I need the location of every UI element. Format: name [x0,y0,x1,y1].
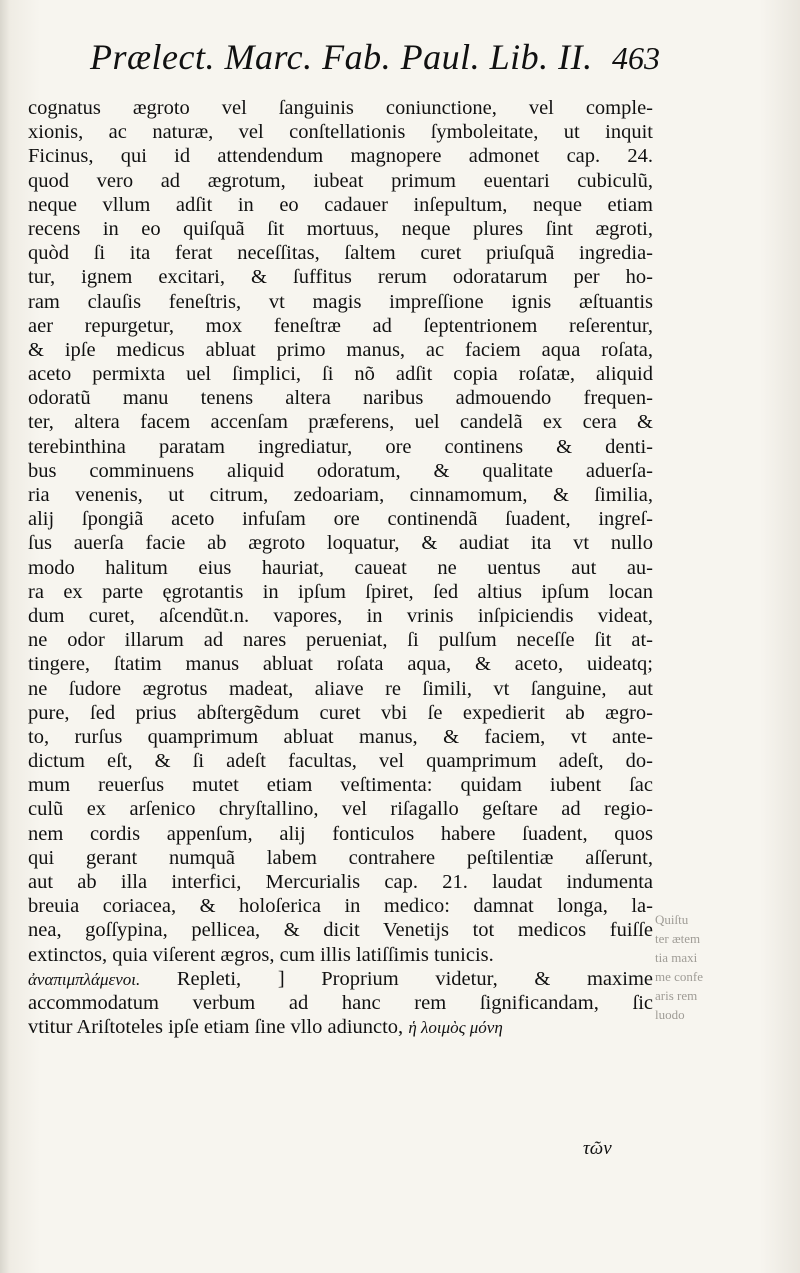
text-line: aceto permixta uel ſimplici, ſi nõ adſit copia roſatæ, aliquid [28,363,653,386]
text-line: ra ex parte ęgrotantis in ipſum ſpiret, ſed altius ipſum locan [28,580,653,603]
text-line: pure, ſed prius abſtergẽdum curet vbi ſe expedierit ab ægro- [28,701,653,724]
text-line: breuia coriacea, & holoſerica in medico: damnat longa, la- [28,895,653,918]
text-line: tur, ignem excitari, & ſuffitus rerum odoratarum per ho- [28,266,653,289]
page-number: 463 [612,40,660,76]
text-line: xionis, ac naturæ, vel conſtellationis ſymboleitate, ut inquit [28,121,653,144]
text-line: ſus auerſa facie ab ægroto loquatur, & audiat ita vt nullo [28,532,653,555]
text-line: ter, altera facem accenſam præferens, uel candelã ex cera & [28,411,653,434]
bleed-through-text [655,910,745,1024]
text-line: accommodatum verbum ad hanc rem ſignificandam, ſic [28,991,653,1014]
lemma-greek: ἀναπιμπλάμενοι. [28,969,141,989]
bleed-through-line: ter ætem [655,931,701,946]
text-line: aut ab illa interfici, Mercurialis cap. 21. laudat indumenta [28,871,653,893]
page-header [90,36,660,84]
text-line: Ficinus, qui id attendendum magnopere admonet cap. 24. [28,145,653,168]
text-line: modo halitum eius hauriat, caueat ne uentus aut au- [28,556,653,579]
bleed-through-line: aris rem [655,988,698,1003]
text-line: dictum eſt, & ſi adeſt facultas, vel quamprimum adeſt, do- [28,750,653,773]
lemma-line [28,967,653,991]
text-line: & ipſe medicus abluat primo manus, ac faciem aqua roſata, [28,338,653,361]
text-line: ria venenis, ut citrum, zedoariam, cinnamomum, & ſimilia, [28,484,653,506]
bleed-through-line: tia maxi [655,950,698,965]
lemma-text: Repleti, ] Proprium videtur, & maxime [140,967,653,990]
text-line: neque vllum adſit in eo cadauer inſepultum, neque etiam [28,193,653,216]
text-line: mum reuerſus mutet etiam veſtimenta: quidam iubent ſac [28,774,653,797]
text-line: cognatus ægroto vel ſanguinis coniunctione, vel comple- [28,97,653,119]
text-line: nem cordis appenſum, alij fonticulos habere ſuadent, quos [28,822,653,845]
text-line: tingere, ſtatim manus abluat roſata aqua, & aceto, uideatq; [28,653,653,676]
text-line: extinctos, quia viſerent ægros, cum illis latiſſimis tunicis. [28,943,494,966]
text-line: to, rurſus quamprimum abluat manus, & faciem, vt ante- [28,725,653,748]
text-line-last-latin: vtitur Ariſtoteles ipſe etiam ſine vllo adiuncto, [28,1016,404,1039]
body-text [28,96,653,1039]
text-line-last-greek: ἡ λοιμὸς μόνη [408,1018,503,1038]
text-line: recens in eo quiſquã ſit mortuus, neque plures ſint ægroti, [28,217,653,240]
text-line: ram clauſis feneſtris, vt magis impreſſione ignis æſtuantis [28,290,653,313]
text-line: quòd ſi ita ferat neceſſitas, ſaltem curet priuſquã ingredia- [28,242,653,265]
text-line: qui gerant numquã labem contrahere peſtilentiæ aſſerunt, [28,846,653,869]
text-line: odoratũ manu tenens altera naribus admouendo frequen- [28,387,653,410]
text-line: culũ ex arſenico chryſtallino, vel riſagallo geſtare ad regio- [28,798,653,821]
text-line: bus comminuens aliquid odoratum, & qualitate aduerſa- [28,459,653,482]
text-line: dum curet, aſcendũt.n. vapores, in vrinis inſpiciendis videat, [28,604,653,627]
running-head: Prælect. Marc. Fab. Paul. Lib. II. [90,37,593,77]
text-line: quod vero ad ægrotum, iubeat primum euentari cubiculũ, [28,169,653,192]
bleed-through-line: me confe [655,969,704,984]
catchword: τῶν [583,1138,612,1159]
main-paragraph [28,96,653,967]
text-line-last [28,1015,653,1039]
bleed-through-line: Quiſtu [655,912,689,927]
bleed-through-line: luodo [655,1007,685,1022]
text-line: aer repurgetur, mox feneſtræ ad ſeptentrionem reſerentur, [28,314,653,337]
text-line: ne odor illarum ad nares perueniat, ſi pulſum neceſſe ſit at- [28,629,653,652]
text-line: nea, goſſypina, pellicea, & dicit Venetijs tot medicos fuiſſe [28,919,653,942]
text-line: terebinthina paratam ingrediatur, ore continens & denti- [28,435,653,458]
text-line: ne ſudore ægrotus madeat, aliave re ſimili, vt ſanguine, aut [28,677,653,700]
text-line: alij ſpongiã aceto infuſam ore continendã ſuadent, ingreſ- [28,508,653,531]
